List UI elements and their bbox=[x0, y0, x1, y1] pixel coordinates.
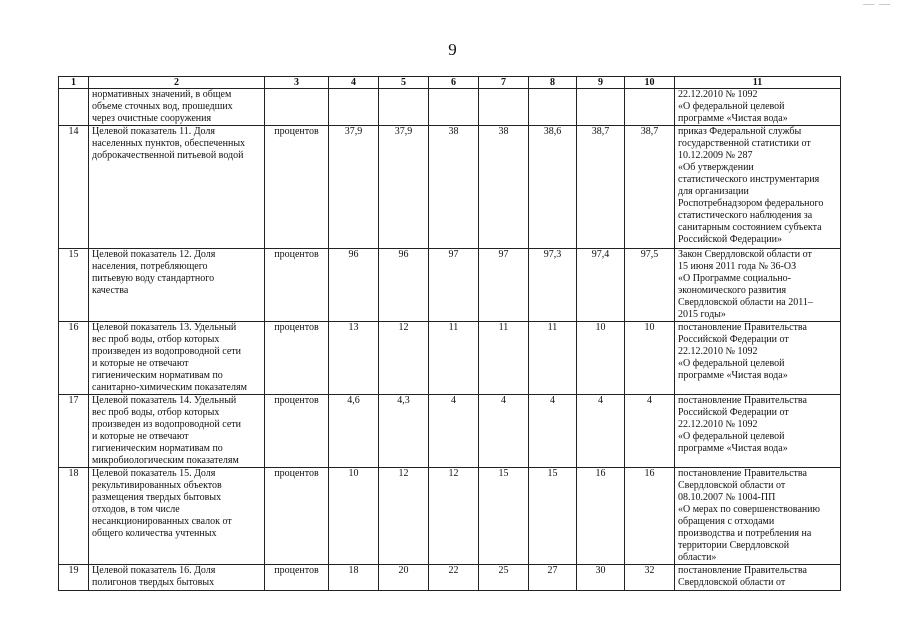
cell-line: области» bbox=[678, 552, 717, 563]
cell-line: вес проб воды, отбор которых bbox=[92, 334, 220, 345]
page-number: 9 bbox=[448, 40, 457, 59]
cell-line: экономического развития bbox=[678, 285, 787, 296]
cell-line: качества bbox=[92, 285, 129, 296]
value-cell bbox=[625, 89, 675, 126]
cell-line: объеме сточных вод, прошедших bbox=[92, 101, 233, 112]
unit-cell: процентов bbox=[265, 468, 329, 565]
cell-line: 22.12.2010 № 1092 bbox=[678, 89, 758, 100]
cell-line: 22.12.2010 № 1092 bbox=[678, 419, 758, 430]
cell-line: программе «Чистая вода» bbox=[678, 443, 788, 454]
cell-line: обращения с отходами bbox=[678, 516, 775, 527]
row-number-cell bbox=[59, 89, 89, 126]
column-header: 4 bbox=[329, 77, 379, 89]
value-cell: 25 bbox=[479, 565, 529, 591]
cell-line: отходов, в том числе bbox=[92, 504, 180, 515]
cell-line: Российской Федерации от bbox=[678, 334, 789, 345]
value-cell: 10 bbox=[625, 322, 675, 395]
value-cell: 10 bbox=[329, 468, 379, 565]
cell-line: «О федеральной целевой bbox=[678, 101, 785, 112]
cell-line: Российской Федерации» bbox=[678, 234, 783, 245]
cell-line: гигиеническим нормативам по bbox=[92, 443, 223, 454]
indicator-description-cell bbox=[89, 322, 265, 395]
unit-cell: процентов bbox=[265, 126, 329, 249]
cell-line: Целевой показатель 16. Доля bbox=[92, 565, 216, 576]
value-cell: 4 bbox=[429, 395, 479, 468]
column-header: 10 bbox=[625, 77, 675, 89]
header-row bbox=[59, 77, 841, 89]
cell-line: размещения твердых бытовых bbox=[92, 492, 222, 503]
column-header: 11 bbox=[675, 77, 841, 89]
value-cell: 96 bbox=[329, 249, 379, 322]
value-cell: 22 bbox=[429, 565, 479, 591]
cell-line: микробиологическим показателям bbox=[92, 455, 239, 466]
column-header: 8 bbox=[529, 77, 577, 89]
indicators-table bbox=[58, 76, 841, 591]
cell-line: рекультивированных объектов bbox=[92, 480, 222, 491]
cell-line: программе «Чистая вода» bbox=[678, 113, 788, 124]
value-cell: 15 bbox=[529, 468, 577, 565]
indicator-description-cell bbox=[89, 126, 265, 249]
cell-line: Свердловской области от bbox=[678, 577, 786, 588]
cell-line: постановление Правительства bbox=[678, 395, 807, 406]
cell-line: санитарно-химическим показателям bbox=[92, 382, 247, 393]
corner-mark: — — bbox=[863, 0, 891, 10]
cell-line: программе «Чистая вода» bbox=[678, 370, 788, 381]
cell-line: произведен из водопроводной сети bbox=[92, 346, 241, 357]
column-header: 6 bbox=[429, 77, 479, 89]
value-cell bbox=[529, 89, 577, 126]
cell-line: вес проб воды, отбор которых bbox=[92, 407, 220, 418]
cell-line: «О Программе социально- bbox=[678, 273, 791, 284]
value-cell: 12 bbox=[379, 322, 429, 395]
table-row bbox=[59, 126, 841, 249]
cell-line: населения, потребляющего bbox=[92, 261, 208, 272]
indicator-description-cell bbox=[89, 468, 265, 565]
row-number-cell: 14 bbox=[59, 126, 89, 249]
cell-line: населенных пунктов, обеспеченных bbox=[92, 138, 246, 149]
value-cell: 12 bbox=[429, 468, 479, 565]
indicator-description-cell bbox=[89, 565, 265, 591]
value-cell: 97,3 bbox=[529, 249, 577, 322]
cell-line: 22.12.2010 № 1092 bbox=[678, 346, 758, 357]
value-cell: 32 bbox=[625, 565, 675, 591]
row-number-cell: 19 bbox=[59, 565, 89, 591]
indicator-description-cell bbox=[89, 395, 265, 468]
value-cell: 97 bbox=[429, 249, 479, 322]
cell-line: «О федеральной целевой bbox=[678, 358, 785, 369]
value-cell bbox=[329, 89, 379, 126]
value-cell: 38,7 bbox=[577, 126, 625, 249]
value-cell: 37,9 bbox=[379, 126, 429, 249]
value-cell: 4,6 bbox=[329, 395, 379, 468]
value-cell: 11 bbox=[479, 322, 529, 395]
column-header: 9 bbox=[577, 77, 625, 89]
cell-line: произведен из водопроводной сети bbox=[92, 419, 241, 430]
cell-line: санитарным состоянием субъекта bbox=[678, 222, 822, 233]
value-cell bbox=[429, 89, 479, 126]
column-header: 2 bbox=[89, 77, 265, 89]
cell-line: доброкачественной питьевой водой bbox=[92, 150, 244, 161]
value-cell: 15 bbox=[479, 468, 529, 565]
cell-line: гигиеническим нормативам по bbox=[92, 370, 223, 381]
cell-line: «О мерах по совершенствованию bbox=[678, 504, 820, 515]
value-cell: 11 bbox=[529, 322, 577, 395]
value-cell bbox=[379, 89, 429, 126]
table-row bbox=[59, 89, 841, 126]
cell-line: «О федеральной целевой bbox=[678, 431, 785, 442]
table-row bbox=[59, 249, 841, 322]
value-cell: 97,4 bbox=[577, 249, 625, 322]
value-cell: 97,5 bbox=[625, 249, 675, 322]
value-cell: 96 bbox=[379, 249, 429, 322]
value-cell: 11 bbox=[429, 322, 479, 395]
cell-line: приказ Федеральной службы bbox=[678, 126, 802, 137]
row-number-cell: 18 bbox=[59, 468, 89, 565]
cell-line: Свердловской области на 2011– bbox=[678, 297, 813, 308]
cell-line: постановление Правительства bbox=[678, 565, 807, 576]
source-document-cell bbox=[675, 126, 841, 249]
source-document-cell bbox=[675, 468, 841, 565]
table-row bbox=[59, 395, 841, 468]
value-cell: 27 bbox=[529, 565, 577, 591]
cell-line: нормативных значений, в общем bbox=[92, 89, 232, 100]
value-cell bbox=[479, 89, 529, 126]
value-cell: 20 bbox=[379, 565, 429, 591]
cell-line: несанкционированных свалок от bbox=[92, 516, 232, 527]
cell-line: статистического инструментария bbox=[678, 174, 820, 185]
table-row bbox=[59, 322, 841, 395]
cell-line: Целевой показатель 12. Доля bbox=[92, 249, 216, 260]
cell-line: производства и потребления на bbox=[678, 528, 812, 539]
unit-cell: процентов bbox=[265, 565, 329, 591]
source-document-cell bbox=[675, 249, 841, 322]
cell-line: территории Свердловской bbox=[678, 540, 790, 551]
value-cell: 30 bbox=[577, 565, 625, 591]
cell-line: через очистные сооружения bbox=[92, 113, 212, 124]
cell-line: Целевой показатель 15. Доля bbox=[92, 468, 216, 479]
value-cell: 37,9 bbox=[329, 126, 379, 249]
cell-line: и которые не отвечают bbox=[92, 358, 189, 369]
cell-line: Роспотребнадзором федерального bbox=[678, 198, 824, 209]
table-row bbox=[59, 468, 841, 565]
cell-line: 08.10.2007 № 1004-ПП bbox=[678, 492, 776, 503]
row-number-cell: 17 bbox=[59, 395, 89, 468]
column-header: 7 bbox=[479, 77, 529, 89]
value-cell: 38,6 bbox=[529, 126, 577, 249]
source-document-cell bbox=[675, 565, 841, 591]
value-cell: 16 bbox=[625, 468, 675, 565]
cell-line: Целевой показатель 13. Удельный bbox=[92, 322, 237, 333]
cell-line: статистического наблюдения за bbox=[678, 210, 813, 221]
cell-line: Целевой показатель 14. Удельный bbox=[92, 395, 237, 406]
cell-line: Свердловской области от bbox=[678, 480, 786, 491]
cell-line: полигонов твердых бытовых bbox=[92, 577, 215, 588]
column-header: 5 bbox=[379, 77, 429, 89]
cell-line: питьевую воду стандартного bbox=[92, 273, 215, 284]
value-cell: 18 bbox=[329, 565, 379, 591]
row-number-cell: 16 bbox=[59, 322, 89, 395]
value-cell: 10 bbox=[577, 322, 625, 395]
cell-line: и которые не отвечают bbox=[92, 431, 189, 442]
cell-line: Целевой показатель 11. Доля bbox=[92, 126, 215, 137]
value-cell: 97 bbox=[479, 249, 529, 322]
cell-line: Закон Свердловской области от bbox=[678, 249, 812, 260]
value-cell: 38,7 bbox=[625, 126, 675, 249]
value-cell: 38 bbox=[429, 126, 479, 249]
value-cell: 16 bbox=[577, 468, 625, 565]
unit-cell bbox=[265, 89, 329, 126]
row-number-cell: 15 bbox=[59, 249, 89, 322]
cell-line: постановление Правительства bbox=[678, 322, 807, 333]
indicator-description-cell bbox=[89, 249, 265, 322]
column-header: 3 bbox=[265, 77, 329, 89]
unit-cell: процентов bbox=[265, 249, 329, 322]
value-cell: 4 bbox=[529, 395, 577, 468]
value-cell: 4,3 bbox=[379, 395, 429, 468]
source-document-cell bbox=[675, 322, 841, 395]
cell-line: 15 июня 2011 года № 36-ОЗ bbox=[678, 261, 797, 272]
table-row bbox=[59, 565, 841, 591]
column-header: 1 bbox=[59, 77, 89, 89]
cell-line: Российской Федерации от bbox=[678, 407, 789, 418]
value-cell: 4 bbox=[577, 395, 625, 468]
cell-line: общего количества учтенных bbox=[92, 528, 217, 539]
cell-line: государственной статистики от bbox=[678, 138, 811, 149]
cell-line: «Об утверждении bbox=[678, 162, 754, 173]
value-cell: 12 bbox=[379, 468, 429, 565]
value-cell: 13 bbox=[329, 322, 379, 395]
source-document-cell bbox=[675, 395, 841, 468]
value-cell: 4 bbox=[625, 395, 675, 468]
indicator-description-cell bbox=[89, 89, 265, 126]
unit-cell: процентов bbox=[265, 395, 329, 468]
cell-line: для организации bbox=[678, 186, 749, 197]
source-document-cell bbox=[675, 89, 841, 126]
cell-line: постановление Правительства bbox=[678, 468, 807, 479]
cell-line: 10.12.2009 № 287 bbox=[678, 150, 753, 161]
value-cell: 4 bbox=[479, 395, 529, 468]
value-cell bbox=[577, 89, 625, 126]
unit-cell: процентов bbox=[265, 322, 329, 395]
cell-line: 2015 годы» bbox=[678, 309, 726, 320]
value-cell: 38 bbox=[479, 126, 529, 249]
